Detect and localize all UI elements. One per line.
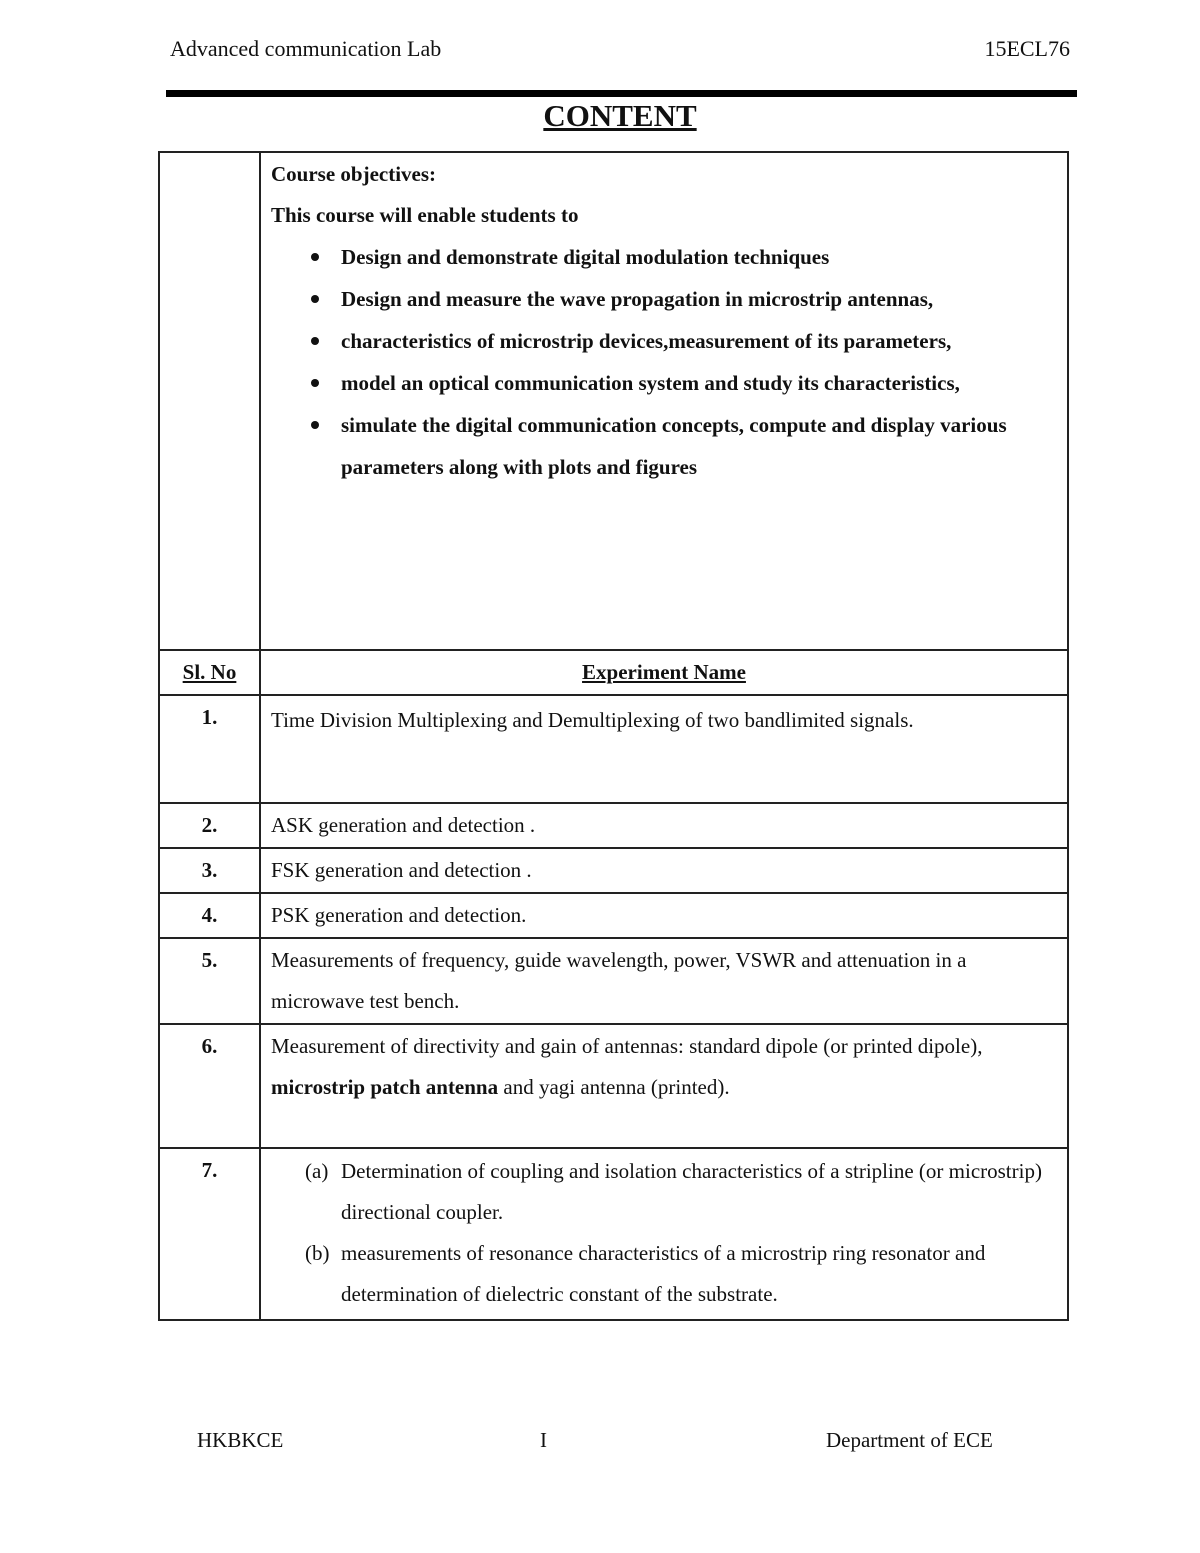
table-row [159, 848, 1068, 893]
objective-item: model an optical communication system and study its characteristics, [271, 362, 1059, 404]
objective-item: Design and demonstrate digital modulation techniques [271, 236, 1059, 278]
header-sl-no: Sl. No [159, 650, 260, 695]
sub-experiment-text: measurements of resonance characteristics of a microstrip ring resonator and determination of dielectric constant of the substrate. [341, 1241, 986, 1306]
table-header-row [159, 650, 1068, 695]
experiment-number: 4. [159, 893, 260, 938]
sub-experiment-text: Determination of coupling and isolation characteristics of a stripline (or microstrip) directional coupler. [341, 1159, 1042, 1224]
experiment-name [260, 1024, 1068, 1148]
sub-marker: (b) [305, 1241, 330, 1265]
experiment-text: Measurement of directivity and gain of antennas: standard dipole (or printed dipole), [271, 1034, 983, 1058]
experiment-number: 6. [159, 1024, 260, 1148]
experiment-number: 5. [159, 938, 260, 1024]
objectives-list [271, 236, 1059, 488]
page-title: CONTENT [543, 98, 697, 133]
objectives-heading: Course objectives: [271, 162, 437, 186]
experiment-name: FSK generation and detection . [260, 848, 1068, 893]
sub-experiment-item [271, 1233, 1059, 1315]
experiment-text: and yagi antenna (printed). [498, 1075, 730, 1099]
content-table [158, 151, 1069, 1321]
experiment-number: 3. [159, 848, 260, 893]
header-experiment-name: Experiment Name [260, 650, 1068, 695]
table-row [159, 938, 1068, 1024]
experiment-name: Measurements of frequency, guide wavelength, power, VSWR and attenuation in a microwave test bench. [260, 938, 1068, 1024]
sub-experiment-item [271, 1151, 1059, 1233]
experiment-number: 7. [159, 1148, 260, 1320]
experiment-number: 1. [159, 695, 260, 803]
header-course-code: 15ECL76 [984, 36, 1070, 61]
table-row [159, 803, 1068, 848]
footer-college: HKBKCE [197, 1428, 284, 1452]
experiment-name [260, 1148, 1068, 1320]
sub-experiment-list [271, 1151, 1059, 1315]
experiment-name: Time Division Multiplexing and Demultiplexing of two bandlimited signals. [260, 695, 1068, 803]
table-row [159, 1024, 1068, 1148]
objective-item: characteristics of microstrip devices,measurement of its parameters, [271, 320, 1059, 362]
header-rule [166, 90, 1077, 97]
experiment-text-bold: microstrip patch antenna [271, 1075, 499, 1099]
objectives-cell [260, 152, 1068, 650]
objectives-row [159, 152, 1068, 650]
sub-marker: (a) [305, 1159, 329, 1183]
table-row [159, 893, 1068, 938]
footer-page-number: I [540, 1428, 547, 1452]
header-course-name: Advanced communication Lab [170, 36, 442, 61]
table-row [159, 1148, 1068, 1320]
experiment-name: ASK generation and detection . [260, 803, 1068, 848]
table-row [159, 695, 1068, 803]
experiment-number: 2. [159, 803, 260, 848]
objective-item: simulate the digital communication concepts, compute and display various parameters along with plots and figures [271, 404, 1059, 488]
objectives-num-cell [159, 152, 260, 650]
footer-department: Department of ECE [826, 1428, 993, 1452]
objective-item: Design and measure the wave propagation in microstrip antennas, [271, 278, 1059, 320]
objectives-intro: This course will enable students to [271, 203, 579, 227]
experiment-name: PSK generation and detection. [260, 893, 1068, 938]
